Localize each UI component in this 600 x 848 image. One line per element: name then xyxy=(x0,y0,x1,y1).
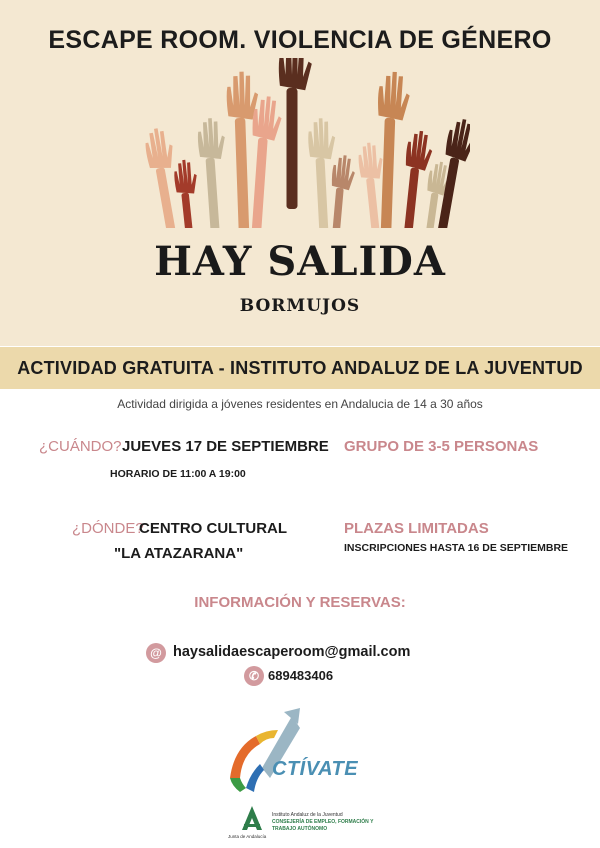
audience-text: Actividad dirigida a jóvenes residentes en Andalucia de 14 a 30 años xyxy=(117,397,483,411)
main-title: HAY SALIDA xyxy=(154,238,446,285)
phone-number[interactable]: 689483406 xyxy=(268,668,334,683)
info-label: INFORMACIÓN Y RESERVAS: xyxy=(194,594,406,611)
when-value: JUEVES 17 DE SEPTIEMBRE xyxy=(122,438,329,455)
email-link[interactable]: haysalidaescaperoom@gmail.com xyxy=(173,644,411,660)
hand-2 xyxy=(173,159,207,228)
at-icon: @ xyxy=(146,643,166,663)
hand-8 xyxy=(324,154,356,228)
places-text: PLAZAS LIMITADAS xyxy=(344,520,489,537)
where-label: ¿DÓNDE? xyxy=(72,520,144,537)
where-value-line1: CENTRO CULTURAL xyxy=(139,520,288,537)
hand-3 xyxy=(196,117,233,228)
where-value-line2: "LA ATAZARANA" xyxy=(114,545,244,562)
schedule-text: HORARIO DE 11:00 A 19:00 xyxy=(110,468,246,480)
event-title: ESCAPE ROOM. VIOLENCIA DE GÉNERO xyxy=(48,26,552,54)
institute-name: Instituto Andaluz de la Juventud xyxy=(272,812,343,818)
activate-logo xyxy=(222,708,392,804)
junta-andalucia-emblem xyxy=(238,804,266,834)
consejeria-line2: TRABAJO AUTÓNOMO xyxy=(272,826,328,832)
junta-text: Junta de Andalucía xyxy=(228,834,267,839)
when-label: ¿CUÁNDO? xyxy=(39,438,122,455)
subtitle: BORMUJOS xyxy=(239,296,361,316)
group-text: GRUPO DE 3-5 PERSONAS xyxy=(344,438,539,455)
registration-text: INSCRIPCIONES HASTA 16 DE SEPTIEMBRE xyxy=(344,542,569,554)
hand-6 xyxy=(279,58,312,209)
phone-icon: ✆ xyxy=(244,666,264,686)
logo-text: CTÍVATE xyxy=(272,758,359,780)
raised-hands-illustration xyxy=(130,58,470,228)
consejeria-line1: CONSEJERÍA DE EMPLEO, FORMACIÓN Y xyxy=(272,819,374,825)
hand-9 xyxy=(373,71,410,228)
band-text: ACTIVIDAD GRATUITA - INSTITUTO ANDALUZ DE LA JUVENTUD xyxy=(17,358,583,378)
